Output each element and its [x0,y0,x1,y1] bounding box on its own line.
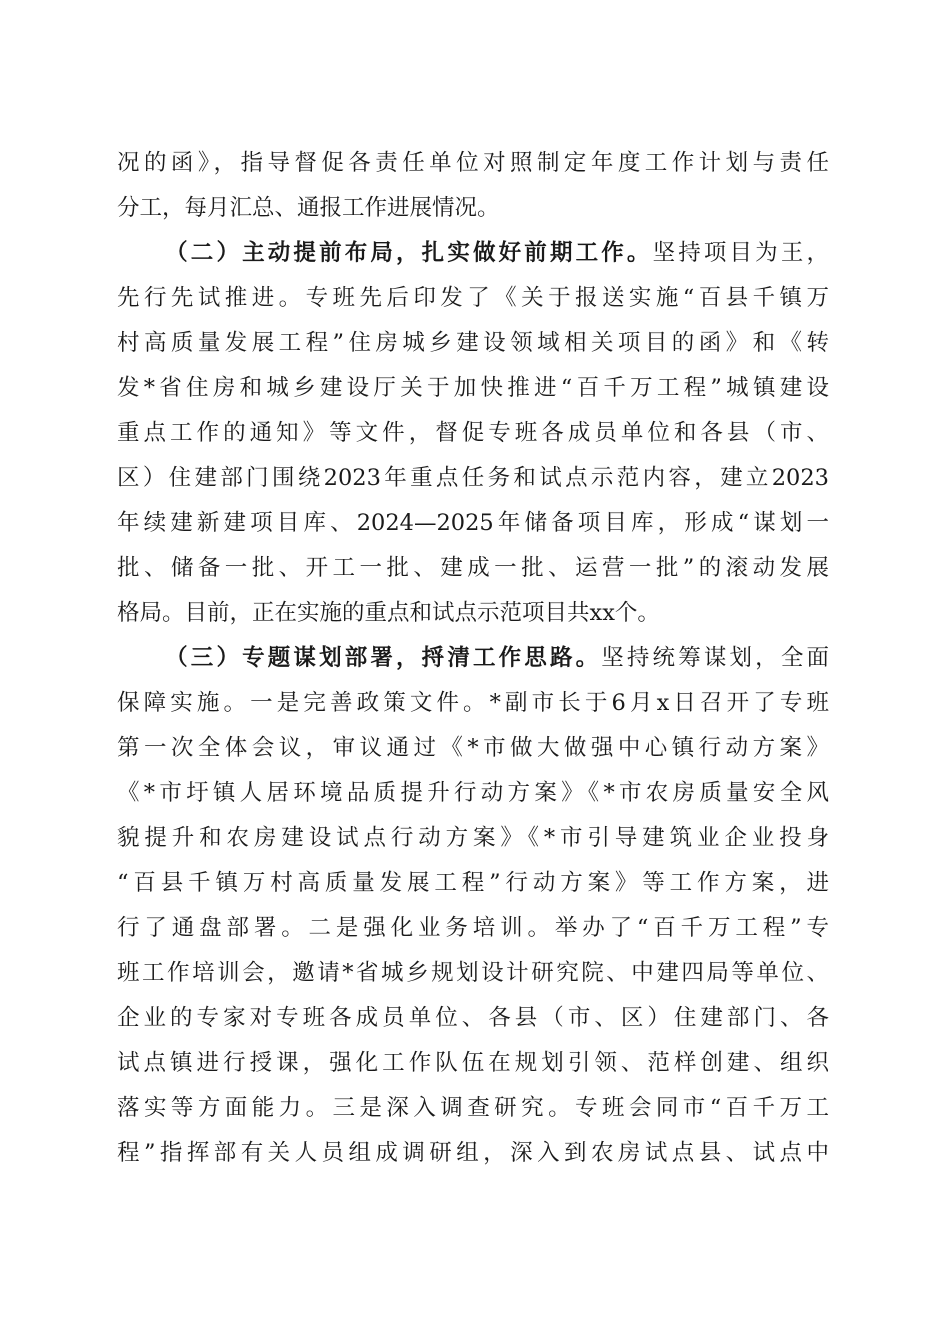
text-line: 《*市圩镇人居环境品质提升行动方案》《*市农房质量安全风 [117,780,829,806]
text-line: 先行先试推进。专班先后印发了《关于报送实施“百县千镇万 [117,285,829,311]
text-line: 分工，每月汇总、通报工作进展情况。 [117,195,500,221]
document-body [117,141,829,1176]
section-heading: （二）主动提前布局，扎实做好前期工作。 [162,240,653,266]
section-heading-line [117,636,829,681]
text-line: “百县千镇万村高质量发展工程”行动方案》等工作方案，进 [117,870,829,896]
text-line: 况的函》，指导督促各责任单位对照制定年度工作计划与责任 [117,150,829,176]
text-span: 坚持项目为王， [652,240,829,266]
text-line: 区）住建部门围绕2023年重点任务和试点示范内容，建立2023 [117,465,829,491]
text-line: 第一次全体会议，审议通过《*市做大做强中心镇行动方案》 [117,735,829,761]
text-line: 程”指挥部有关人员组成调研组，深入到农房试点县、试点中 [117,1140,829,1166]
section-heading-line [117,231,829,276]
text-line: 企业的专家对专班各成员单位、各县（市、区）住建部门、各 [117,1005,829,1031]
text-line: 班工作培训会，邀请*省城乡规划设计研究院、中建四局等单位、 [117,960,829,986]
text-line: 保障实施。一是完善政策文件。*副市长于6月x日召开了专班 [117,690,829,716]
text-line: 行了通盘部署。二是强化业务培训。举办了“百千万工程”专 [117,915,829,941]
text-line: 貌提升和农房建设试点行动方案》《*市引导建筑业企业投身 [117,825,829,851]
text-line: 格局。目前，正在实施的重点和试点示范项目共xx个。 [117,600,660,626]
text-line: 批、储备一批、开工一批、建成一批、运营一批”的滚动发展 [117,555,829,581]
section-heading: （三）专题谋划部署，捋清工作思路。 [162,645,602,671]
text-line: 年续建新建项目库、2024—2025年储备项目库，形成“谋划一 [117,510,829,536]
text-line: 村高质量发展工程”住房城乡建设领域相关项目的函》和《转 [117,330,829,356]
text-line: 试点镇进行授课，强化工作队伍在规划引领、范样创建、组织 [117,1050,829,1076]
text-line: 发*省住房和城乡建设厅关于加快推进“百千万工程”城镇建设 [117,375,829,401]
text-line: 重点工作的通知》等文件，督促专班各成员单位和各县（市、 [117,420,829,446]
text-span: 坚持统筹谋划，全面 [601,645,829,671]
text-line: 落实等方面能力。三是深入调查研究。专班会同市“百千万工 [117,1095,829,1121]
